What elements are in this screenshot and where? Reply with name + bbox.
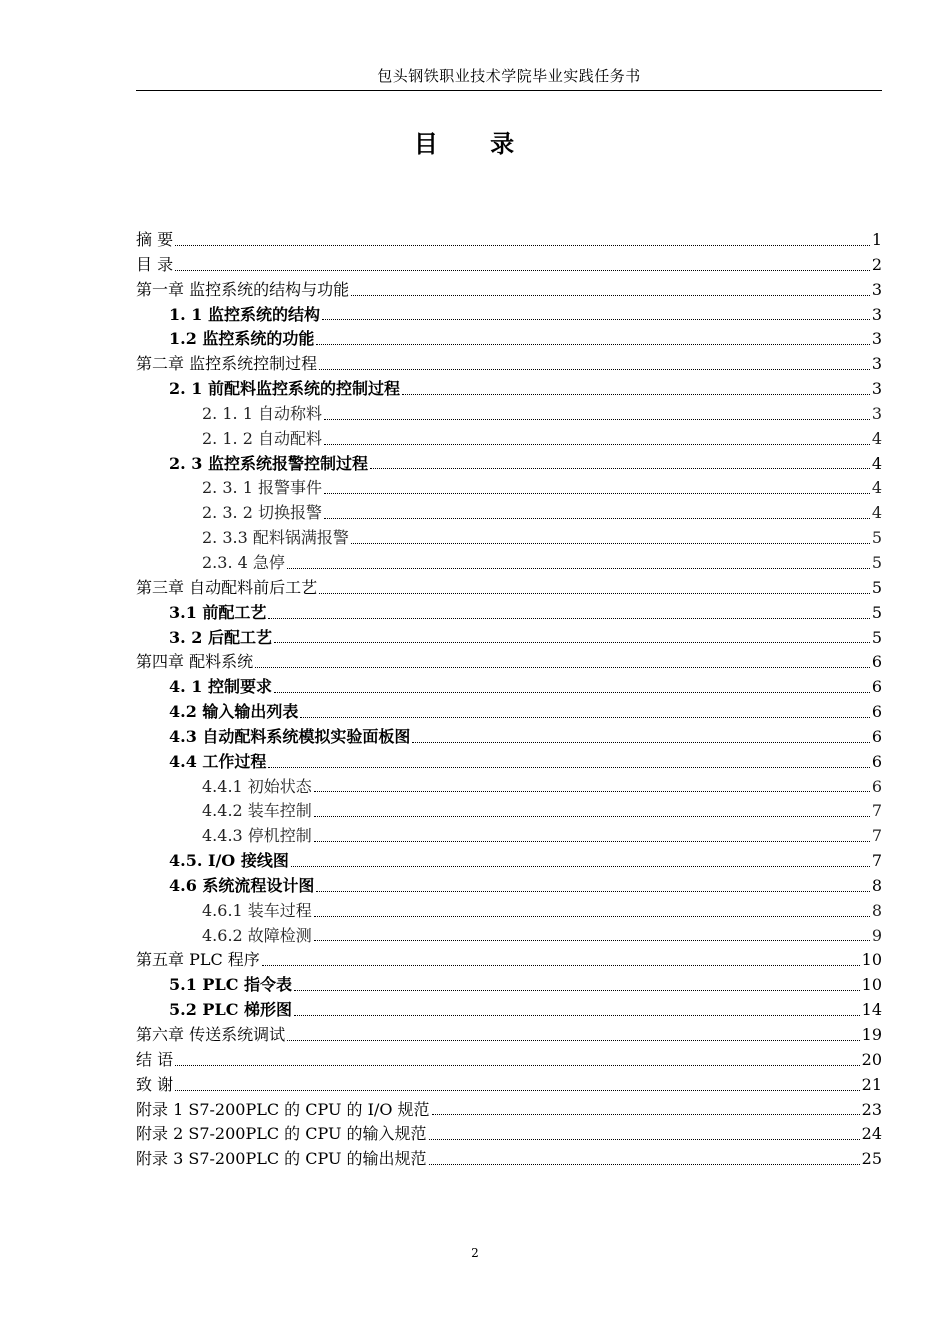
toc-entry-page: 6 bbox=[871, 677, 882, 697]
dot-leader bbox=[351, 294, 870, 296]
toc-entry[interactable] bbox=[136, 799, 882, 824]
toc-entry[interactable] bbox=[136, 501, 882, 526]
toc-entry-page: 9 bbox=[871, 925, 882, 945]
dot-leader bbox=[291, 865, 870, 867]
toc-entry[interactable] bbox=[136, 1073, 882, 1098]
toc-entry[interactable] bbox=[136, 973, 882, 998]
toc-entry-title: 附录 2 S7-200PLC 的 CPU 的输入规范 bbox=[136, 1124, 427, 1144]
toc-entry-page: 2 bbox=[871, 254, 882, 274]
toc-entry[interactable] bbox=[136, 824, 882, 849]
dot-leader bbox=[287, 567, 870, 569]
toc-entry[interactable] bbox=[136, 1023, 882, 1048]
toc-entry-page: 1 bbox=[871, 230, 882, 249]
toc-entry-title: 4.6 系统流程设计图 bbox=[169, 875, 315, 895]
toc-entry-title: 4.4.1 初始状态 bbox=[202, 776, 312, 796]
toc-entry-title: 第一章 监控系统的结构与功能 bbox=[136, 279, 350, 299]
dot-leader bbox=[319, 592, 870, 594]
toc-entry-title: 2. 1. 1 自动称料 bbox=[202, 403, 322, 423]
toc-entry-page: 6 bbox=[871, 702, 882, 722]
toc-entry-page: 7 bbox=[871, 826, 882, 846]
toc-entry[interactable] bbox=[136, 924, 882, 949]
toc-entry[interactable] bbox=[136, 675, 882, 700]
dot-leader bbox=[175, 244, 870, 246]
dot-leader bbox=[175, 1089, 860, 1091]
toc-entry[interactable] bbox=[136, 626, 882, 651]
toc-entry-title: 4.3 自动配料系统模拟实验面板图 bbox=[169, 726, 411, 746]
dot-leader bbox=[274, 691, 870, 693]
toc-entry-title: 1. 1 监控系统的结构 bbox=[169, 304, 320, 324]
toc-entry-page: 6 bbox=[871, 776, 882, 796]
toc-entry-page: 8 bbox=[871, 875, 882, 895]
toc-entry[interactable] bbox=[136, 775, 882, 800]
page-number: 2 bbox=[471, 1246, 479, 1260]
toc-entry-title: 4.6.1 装车过程 bbox=[202, 900, 312, 920]
dot-leader bbox=[314, 815, 870, 817]
dot-leader bbox=[314, 915, 870, 917]
dot-leader bbox=[324, 418, 870, 420]
dot-leader bbox=[412, 741, 869, 743]
dot-leader bbox=[274, 641, 870, 643]
toc-entry-page: 25 bbox=[861, 1149, 882, 1169]
toc-entry[interactable] bbox=[136, 253, 882, 278]
toc-entry[interactable] bbox=[136, 402, 882, 427]
dot-leader bbox=[262, 964, 860, 966]
toc-entry-title: 2. 1. 2 自动配料 bbox=[202, 428, 322, 448]
toc-entry-page: 4 bbox=[871, 428, 882, 448]
toc-entry-title: 致 谢 bbox=[136, 1074, 174, 1094]
toc-entry-page: 7 bbox=[871, 801, 882, 821]
toc-entry-title: 4.5. I/O 接线图 bbox=[169, 851, 289, 871]
toc-entry-title: 2.3. 4 急停 bbox=[202, 552, 285, 572]
toc-entry-page: 3 bbox=[871, 354, 882, 374]
toc-entry-page: 23 bbox=[861, 1099, 882, 1119]
dot-leader bbox=[314, 840, 870, 842]
toc-entry-title: 4.4.2 装车控制 bbox=[202, 801, 312, 821]
dot-leader bbox=[429, 1138, 860, 1140]
table-of-contents bbox=[136, 228, 882, 1172]
toc-entry-page: 3 bbox=[871, 279, 882, 299]
toc-entry-page: 20 bbox=[861, 1049, 882, 1069]
toc-entry-page: 10 bbox=[861, 950, 882, 970]
dot-leader bbox=[429, 1163, 860, 1165]
toc-entry-title: 3. 2 后配工艺 bbox=[169, 627, 272, 647]
toc-entry[interactable] bbox=[136, 377, 882, 402]
dot-leader bbox=[402, 393, 870, 395]
toc-entry-page: 6 bbox=[871, 652, 882, 672]
toc-entry-title: 2. 3.3 配料锅满报警 bbox=[202, 528, 349, 548]
toc-entry-page: 6 bbox=[871, 751, 882, 771]
toc-entry[interactable] bbox=[136, 1098, 882, 1123]
dot-leader bbox=[175, 1064, 860, 1066]
toc-entry[interactable] bbox=[136, 427, 882, 452]
toc-entry[interactable] bbox=[136, 327, 882, 352]
toc-entry-title: 4.4.3 停机控制 bbox=[202, 826, 312, 846]
toc-title: 目 录 bbox=[413, 130, 537, 158]
dot-leader bbox=[314, 790, 870, 792]
toc-entry-page: 4 bbox=[871, 453, 882, 473]
toc-entry[interactable] bbox=[136, 576, 882, 601]
toc-entry-page: 10 bbox=[861, 975, 882, 995]
toc-entry-title: 1.2 监控系统的功能 bbox=[169, 329, 315, 349]
toc-entry-title: 目 录 bbox=[136, 254, 174, 274]
toc-entry[interactable] bbox=[136, 998, 882, 1023]
toc-entry-page: 8 bbox=[871, 900, 882, 920]
toc-entry-title: 附录 3 S7-200PLC 的 CPU 的输出规范 bbox=[136, 1149, 427, 1169]
toc-entry-page: 5 bbox=[871, 577, 882, 597]
dot-leader bbox=[319, 368, 870, 370]
toc-entry-page: 4 bbox=[871, 478, 882, 498]
dot-leader bbox=[324, 443, 870, 445]
toc-entry-title: 4. 1 控制要求 bbox=[169, 677, 272, 697]
toc-entry-title: 摘 要 bbox=[136, 230, 174, 249]
toc-entry[interactable] bbox=[136, 650, 882, 675]
toc-entry-page: 6 bbox=[871, 726, 882, 746]
toc-entry-page: 3 bbox=[871, 304, 882, 324]
toc-entry-page: 5 bbox=[871, 552, 882, 572]
toc-entry-page: 5 bbox=[871, 528, 882, 548]
dot-leader bbox=[294, 989, 860, 991]
toc-entry-title: 第四章 配料系统 bbox=[136, 652, 254, 672]
toc-entry-page: 3 bbox=[871, 329, 882, 349]
toc-entry-title: 4.6.2 故障检测 bbox=[202, 925, 312, 945]
toc-entry-page: 24 bbox=[861, 1124, 882, 1144]
toc-entry[interactable] bbox=[136, 526, 882, 551]
toc-entry-page: 7 bbox=[871, 851, 882, 871]
toc-entry[interactable] bbox=[136, 899, 882, 924]
toc-entry[interactable] bbox=[136, 551, 882, 576]
toc-entry-title: 4.4 工作过程 bbox=[169, 751, 267, 771]
toc-entry-title: 第二章 监控系统控制过程 bbox=[136, 354, 318, 374]
dot-leader bbox=[351, 542, 870, 544]
toc-entry[interactable] bbox=[136, 1147, 882, 1172]
toc-entry-title: 2. 3. 1 报警事件 bbox=[202, 478, 322, 498]
toc-entry-title: 第六章 传送系统调试 bbox=[136, 1025, 286, 1044]
page-header: 包头钢铁职业技术学院毕业实践任务书 bbox=[136, 62, 882, 91]
toc-entry[interactable] bbox=[136, 278, 882, 303]
toc-entry-title: 2. 1 前配料监控系统的控制过程 bbox=[169, 379, 400, 399]
toc-entry-page: 21 bbox=[861, 1074, 882, 1094]
toc-entry-page: 3 bbox=[871, 379, 882, 399]
toc-entry-title: 结 语 bbox=[136, 1049, 174, 1069]
dot-leader bbox=[294, 1014, 860, 1016]
dot-leader bbox=[324, 492, 870, 494]
toc-entry-title: 2. 3 监控系统报警控制过程 bbox=[169, 453, 368, 473]
toc-entry[interactable] bbox=[136, 1122, 882, 1147]
toc-entry[interactable] bbox=[136, 476, 882, 501]
toc-entry-title: 5.2 PLC 梯形图 bbox=[169, 1000, 292, 1020]
dot-leader bbox=[370, 467, 870, 469]
toc-entry-page: 5 bbox=[871, 627, 882, 647]
toc-entry-title: 第五章 PLC 程序 bbox=[136, 950, 260, 970]
dot-leader bbox=[255, 666, 870, 668]
toc-entry[interactable] bbox=[136, 948, 882, 973]
toc-entry-page: 3 bbox=[871, 403, 882, 423]
dot-leader bbox=[314, 939, 870, 941]
toc-entry[interactable] bbox=[136, 303, 882, 328]
dot-leader bbox=[268, 617, 869, 619]
toc-entry[interactable] bbox=[136, 228, 882, 253]
toc-entry-title: 附录 1 S7-200PLC 的 CPU 的 I/O 规范 bbox=[136, 1099, 430, 1119]
toc-entry-title: 第三章 自动配料前后工艺 bbox=[136, 577, 318, 597]
toc-entry-title: 2. 3. 2 切换报警 bbox=[202, 503, 322, 523]
toc-entry[interactable] bbox=[136, 352, 882, 377]
toc-entry[interactable] bbox=[136, 452, 882, 477]
toc-entry-title: 4.2 输入输出列表 bbox=[169, 702, 299, 722]
toc-entry[interactable] bbox=[136, 849, 882, 874]
dot-leader bbox=[268, 766, 869, 768]
toc-entry[interactable] bbox=[136, 1048, 882, 1073]
toc-entry-title: 5.1 PLC 指令表 bbox=[169, 975, 292, 995]
toc-entry[interactable] bbox=[136, 750, 882, 775]
dot-leader bbox=[175, 269, 870, 271]
dot-leader bbox=[432, 1113, 860, 1115]
dot-leader bbox=[300, 716, 869, 718]
toc-entry[interactable] bbox=[136, 700, 882, 725]
dot-leader bbox=[324, 517, 870, 519]
toc-entry[interactable] bbox=[136, 725, 882, 750]
toc-entry-page: 14 bbox=[861, 1000, 882, 1020]
toc-entry-title: 3.1 前配工艺 bbox=[169, 602, 267, 622]
toc-entry-page: 5 bbox=[871, 602, 882, 622]
toc-entry[interactable] bbox=[136, 601, 882, 626]
toc-entry-page: 19 bbox=[861, 1025, 882, 1044]
dot-leader bbox=[316, 343, 869, 345]
toc-entry[interactable] bbox=[136, 874, 882, 899]
toc-entry-page: 4 bbox=[871, 503, 882, 523]
dot-leader bbox=[287, 1039, 860, 1041]
dot-leader bbox=[322, 318, 870, 320]
dot-leader bbox=[316, 890, 869, 892]
